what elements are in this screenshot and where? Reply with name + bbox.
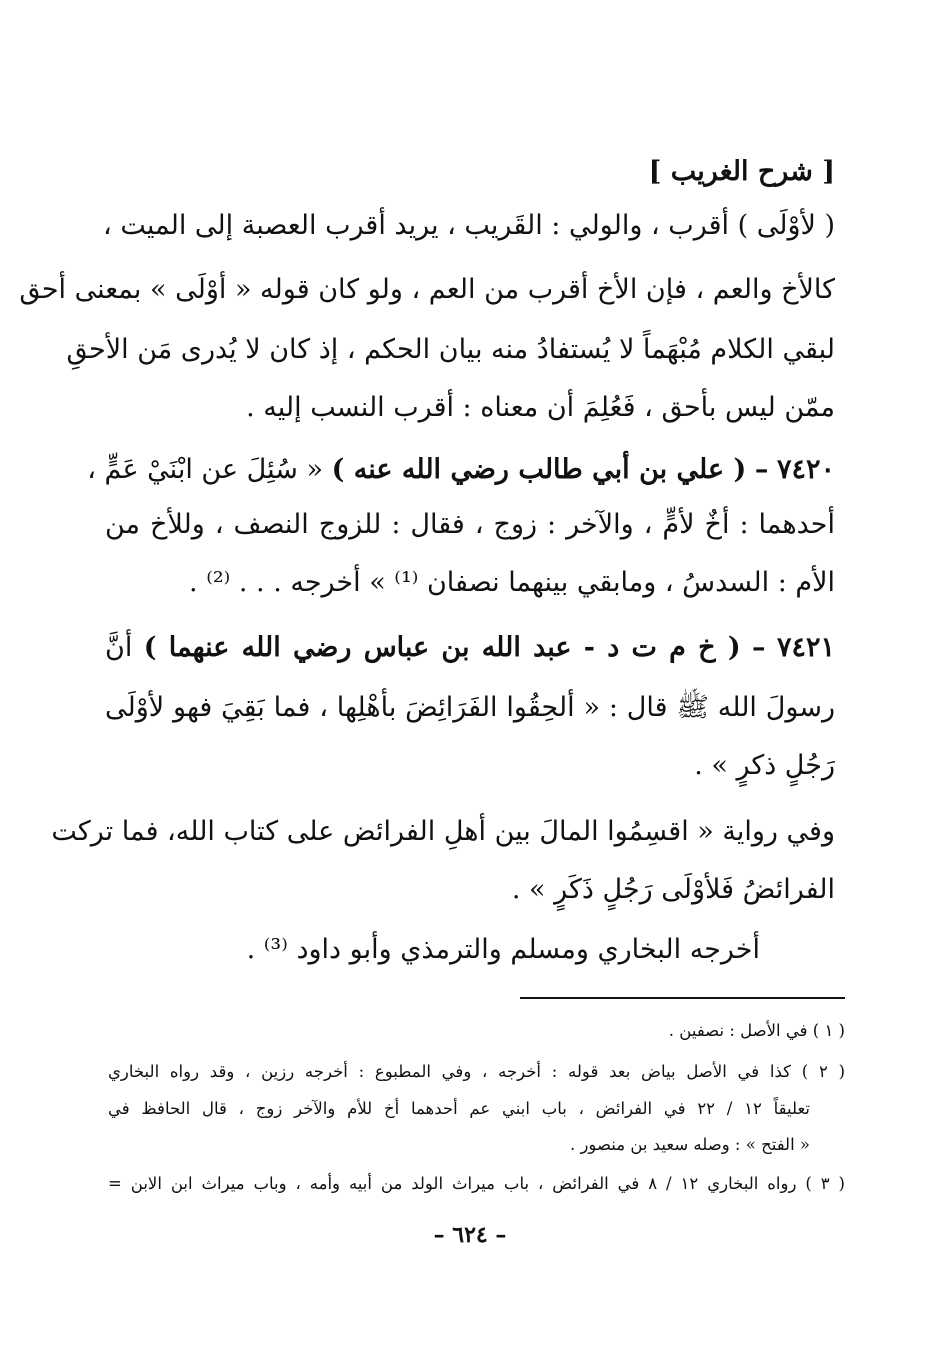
hadith-number: ٧٤٢٠ xyxy=(776,454,835,485)
footnote-2-line-1: ( ٢ ) كذا في الأصل بياض بعد قوله : أخرجه ، وفي المطبوع : أخرجه رزين ، وقد رواه البخاري xyxy=(108,1062,846,1081)
section-heading: [ شرح الغريب ] xyxy=(648,156,835,187)
gharib-line-2: كالأخ والعم ، فإن الأخ أقرب من العم ، ولو كان قوله « أوْلَى » بمعنى أحق xyxy=(19,274,835,305)
hadith-7421-line-1 xyxy=(105,628,835,668)
footnote-2-line-2: تعليقاً ١٢ / ٢٢ في الفرائض ، باب ابني عم أحدهما أخ للأم والآخر زوج ، قال الحافظ في xyxy=(108,1099,811,1118)
hadith-7420-line-2: أحدهما : أخٌ لأمٍّ ، والآخر : زوج ، فقال : للزوج النصف ، وللأخ من xyxy=(105,509,835,540)
hadith-7420-line-3: الأم : السدسُ ، ومابقي بينهما نصفان ⁽¹⁾ » أخرجه . . . ⁽²⁾ . xyxy=(189,567,835,598)
gharib-line-1: ( لأوْلَى ) أقرب ، والولي : القَريب ، يريد أقرب العصبة إلى الميت ، xyxy=(103,210,835,241)
hadith-7421-line-4: وفي رواية « اقسِمُوا المالَ بين أهلِ الفرائض على كتاب الله، فما تركت xyxy=(51,816,835,847)
hadith-7421-line-6: أخرجه البخاري ومسلم والترمذي وأبو داود ⁽³⁾ . xyxy=(246,934,760,965)
hadith-source: ( علي بن أبي طالب رضي الله عنه ) xyxy=(331,454,747,485)
hadith-7420-line-1 xyxy=(87,450,835,490)
footnote-1: ( ١ ) في الأصل : نصفين . xyxy=(668,1021,845,1040)
hadith-text: أنَّ xyxy=(105,632,133,663)
hadith-7421-line-5: الفرائضُ فَلأوْلَى رَجُلٍ ذَكَرٍ » . xyxy=(511,874,835,905)
gharib-line-4: ممّن ليس بأحق ، فَعُلِمَ أن معناه : أقرب النسب إليه . xyxy=(246,392,835,423)
gharib-line-3: لبقي الكلام مُبْهَماً لا يُستفادُ منه بيان الحكم ، إذ كان لا يُدرى مَن الأحقِ xyxy=(66,334,835,365)
hadith-number: ٧٤٢١ xyxy=(776,632,835,663)
page-number: – ٦٢٤ – xyxy=(433,1222,507,1248)
hadith-dash: – xyxy=(754,454,769,485)
footnote-divider xyxy=(520,997,845,999)
hadith-source: ( خ م ت د - عبد الله بن عباس رضي الله عنهما ) xyxy=(143,632,741,663)
hadith-7421-line-3: رَجُلٍ ذكرٍ » . xyxy=(694,750,835,781)
hadith-dash: – xyxy=(752,632,766,663)
hadith-text: « سُئِلَ عن ابْنَيْ عَمٍّ ، xyxy=(87,454,323,485)
hadith-7421-line-2: رسولَ الله ﷺ قال : « ألحِقُوا الفَرَائِضَ بأهْلِها ، فما بَقِيَ فهو لأوْلَى xyxy=(105,692,835,723)
footnote-3: ( ٣ ) رواه البخاري ١٢ / ٨ في الفرائض ، باب ميراث الولد من أبيه وأمه ، وباب ميراث ابن الابن = xyxy=(108,1174,845,1193)
footnote-2-line-3: « الفتح » : وصله سعيد بن منصور . xyxy=(569,1135,810,1154)
